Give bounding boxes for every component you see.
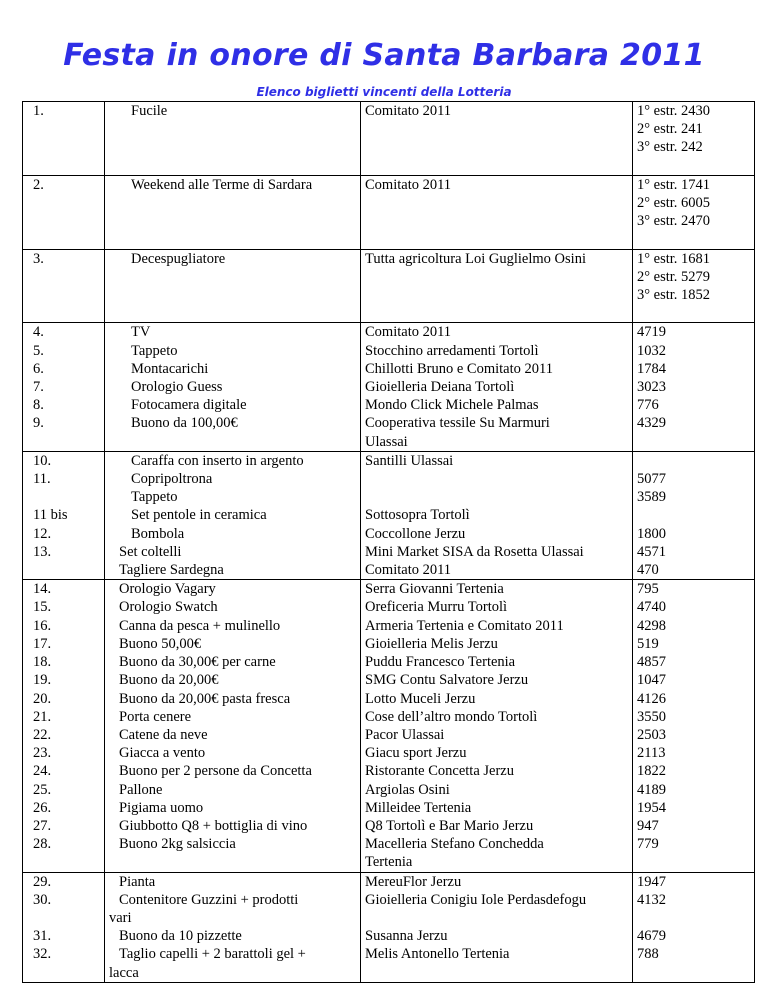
table-cell-col2 xyxy=(105,872,361,982)
table-row xyxy=(23,323,755,451)
table-cell-col1 xyxy=(23,175,105,249)
cell-text: Montacarichi xyxy=(131,360,209,377)
cell-text: Mini Market SISA da Rosetta Ulassai xyxy=(365,543,584,560)
cell-text: Susanna Jerzu xyxy=(365,928,448,945)
cell-text: Melis Antonello Tertenia xyxy=(365,946,510,963)
cell-text: Macelleria Stefano Conchedda xyxy=(365,836,544,853)
cell-text: Orologio Vagary xyxy=(119,581,216,598)
cell-text: 1032 xyxy=(637,342,666,359)
cell-text: Tagliere Sardegna xyxy=(119,562,224,579)
cell-text: Buono da 100,00€ xyxy=(131,415,238,432)
table-cell-col2 xyxy=(105,102,361,176)
cell-text: Serra Giovanni Tertenia xyxy=(365,581,504,598)
table-cell-col2 xyxy=(105,580,361,872)
cell-text: Orologio Swatch xyxy=(119,599,218,616)
cell-text: 5. xyxy=(33,342,44,359)
cell-text: 18. xyxy=(33,654,52,671)
page-subtitle: Elenco biglietti vincenti della Lotteria xyxy=(256,85,512,99)
table-cell-col4 xyxy=(633,872,755,982)
cell-text xyxy=(637,452,750,470)
table-cell-col2 xyxy=(105,451,361,579)
cell-text xyxy=(27,194,100,212)
cell-text: 24. xyxy=(33,763,52,780)
cell-text: Set coltelli xyxy=(119,543,182,560)
table-row xyxy=(23,249,755,323)
cell-text: Comitato 2011 xyxy=(365,562,452,579)
cell-text: 795 xyxy=(637,581,659,598)
table-cell-col1 xyxy=(23,580,105,872)
cell-text: Bombola xyxy=(131,525,185,542)
cell-text: Tappeto xyxy=(131,342,178,359)
cell-text: Fucile xyxy=(131,103,168,119)
table-cell-col4 xyxy=(633,249,755,323)
cell-text xyxy=(365,470,628,488)
prize-table xyxy=(22,101,755,983)
table-cell-col4 xyxy=(633,580,755,872)
page-title: Festa in onore di Santa Barbara 2011 xyxy=(63,38,705,73)
cell-text: 7. xyxy=(33,379,44,396)
cell-text: Lotto Muceli Jerzu xyxy=(365,690,476,707)
cell-text: 4126 xyxy=(637,690,666,707)
cell-text: Set pentole in ceramica xyxy=(131,507,267,524)
cell-text xyxy=(27,212,100,230)
cell-text: Stocchino arredamenti Tortolì xyxy=(365,342,539,359)
cell-text: 15. xyxy=(33,599,52,616)
cell-text: 4679 xyxy=(637,928,666,945)
cell-text: Caraffa con inserto in argento xyxy=(131,452,304,469)
cell-text: 11. xyxy=(33,471,51,488)
cell-text: 27. xyxy=(33,817,52,834)
cell-text: 3550 xyxy=(637,708,666,725)
cell-text: 11 bis xyxy=(33,507,68,524)
table-cell-col4 xyxy=(633,451,755,579)
cell-text: 1047 xyxy=(637,672,666,689)
cell-text: 21. xyxy=(33,708,52,725)
cell-text: Canna da pesca + mulinello xyxy=(119,617,281,634)
cell-text: Tutta agricoltura Loi Guglielmo Osini xyxy=(365,250,586,267)
cell-text: 26. xyxy=(33,799,52,816)
table-cell-col3 xyxy=(361,175,633,249)
table-cell-col1 xyxy=(23,323,105,451)
cell-text xyxy=(27,909,100,927)
cell-text xyxy=(27,157,100,175)
table-cell-col3 xyxy=(361,451,633,579)
cell-text: 1822 xyxy=(637,763,666,780)
cell-text: 2° estr. 241 xyxy=(637,121,703,138)
cell-text: 2. xyxy=(33,176,44,193)
cell-text: Gioielleria Deiana Tortolì xyxy=(365,379,515,396)
cell-text: Fotocamera digitale xyxy=(131,397,247,414)
cell-text: Buono da 20,00€ xyxy=(119,672,219,689)
table-row xyxy=(23,580,755,872)
cell-text: 2° estr. 6005 xyxy=(637,195,711,212)
cell-text: Milleidee Tertenia xyxy=(365,799,472,816)
cell-text: vari xyxy=(109,909,132,926)
cell-text xyxy=(27,433,100,451)
cell-text: Cooperativa tessile Su Marmuri xyxy=(365,415,550,432)
cell-text: TV xyxy=(131,324,151,341)
cell-text: 20. xyxy=(33,690,52,707)
cell-text: 519 xyxy=(637,635,659,652)
cell-text: Weekend alle Terme di Sardara xyxy=(131,176,313,193)
cell-text: 10. xyxy=(33,452,52,469)
cell-text: 776 xyxy=(637,397,659,414)
cell-text: 3° estr. 1852 xyxy=(637,287,711,304)
cell-text: Buono 2kg salsiccia xyxy=(119,836,236,853)
cell-text: 3023 xyxy=(637,379,666,396)
cell-text: Comitato 2011 xyxy=(365,103,452,119)
cell-text: Copripoltrona xyxy=(131,471,213,488)
table-cell-col4 xyxy=(633,323,755,451)
cell-text: 12. xyxy=(33,525,52,542)
cell-text: 32. xyxy=(33,946,52,963)
cell-text: 470 xyxy=(637,562,659,579)
table-cell-col3 xyxy=(361,872,633,982)
cell-text: Argiolas Osini xyxy=(365,781,450,798)
cell-text: 1784 xyxy=(637,360,666,377)
cell-text: 4571 xyxy=(637,543,666,560)
table-cell-col1 xyxy=(23,102,105,176)
cell-text: 22. xyxy=(33,726,52,743)
cell-text: Orologio Guess xyxy=(131,379,223,396)
table-cell-col1 xyxy=(23,451,105,579)
cell-text xyxy=(27,268,100,286)
cell-text: Mondo Click Michele Palmas xyxy=(365,397,539,414)
cell-text: 23. xyxy=(33,745,52,762)
cell-text: 1954 xyxy=(637,799,666,816)
cell-text: Q8 Tortolì e Bar Mario Jerzu xyxy=(365,817,534,834)
cell-text: Taglio capelli + 2 barattoli gel + xyxy=(119,946,306,963)
cell-text: 14. xyxy=(33,581,52,598)
cell-text: 2° estr. 5279 xyxy=(637,268,711,285)
cell-text: 3° estr. 2470 xyxy=(637,213,711,230)
cell-text: 13. xyxy=(33,543,52,560)
table-row xyxy=(23,102,755,176)
table-cell-col2 xyxy=(105,249,361,323)
cell-text: 25. xyxy=(33,781,52,798)
cell-text: Comitato 2011 xyxy=(365,176,452,193)
cell-text: Buono da 10 pizzette xyxy=(119,928,242,945)
cell-text: Buono 50,00€ xyxy=(119,635,202,652)
cell-text: 947 xyxy=(637,817,659,834)
cell-text: Buono per 2 persone da Concetta xyxy=(119,763,312,780)
cell-text: 788 xyxy=(637,946,659,963)
cell-text xyxy=(637,909,750,927)
cell-text: 4857 xyxy=(637,654,666,671)
cell-text: Sottosopra Tortolì xyxy=(365,507,470,524)
cell-text xyxy=(637,506,750,524)
table-cell-col1 xyxy=(23,872,105,982)
cell-text: Armeria Tertenia e Comitato 2011 xyxy=(365,617,564,634)
table-row xyxy=(23,872,755,982)
cell-text: 28. xyxy=(33,836,52,853)
cell-text: Pacor Ulassai xyxy=(365,726,445,743)
cell-text: 30. xyxy=(33,891,52,908)
cell-text: Tertenia xyxy=(365,854,413,871)
cell-text xyxy=(365,488,628,506)
cell-text: Cose dell’altro mondo Tortolì xyxy=(365,708,538,725)
cell-text: MereuFlor Jerzu xyxy=(365,873,462,890)
cell-text: Gioielleria Melis Jerzu xyxy=(365,635,498,652)
cell-text: Tappeto xyxy=(131,489,178,506)
cell-text: Giubbotto Q8 + bottiglia di vino xyxy=(119,817,308,834)
cell-text: Ristorante Concetta Jerzu xyxy=(365,763,514,780)
cell-text: Ulassai xyxy=(365,433,408,450)
cell-text: 6. xyxy=(33,360,44,377)
table-cell-col2 xyxy=(105,175,361,249)
cell-text: Catene da neve xyxy=(119,726,208,743)
cell-text: 1° estr. 2430 xyxy=(637,103,711,119)
cell-text xyxy=(27,964,100,982)
cell-text xyxy=(27,286,100,304)
cell-text: 4132 xyxy=(637,891,666,908)
cell-text: 1° estr. 1741 xyxy=(637,176,711,193)
table-row xyxy=(23,175,755,249)
cell-text: 29. xyxy=(33,873,52,890)
cell-text: Pallone xyxy=(119,781,163,798)
cell-text: 3. xyxy=(33,250,44,267)
cell-text: 8. xyxy=(33,397,44,414)
cell-text: 779 xyxy=(637,836,659,853)
cell-text: Chillotti Bruno e Comitato 2011 xyxy=(365,360,553,377)
cell-text: 4329 xyxy=(637,415,666,432)
cell-text: Decespugliatore xyxy=(131,250,226,267)
cell-text: 1° estr. 1681 xyxy=(637,250,711,267)
cell-text: 16. xyxy=(33,617,52,634)
cell-text: Giacu sport Jerzu xyxy=(365,745,467,762)
cell-text: 31. xyxy=(33,928,52,945)
table-cell-col3 xyxy=(361,323,633,451)
table-cell-col3 xyxy=(361,249,633,323)
cell-text: 4. xyxy=(33,324,44,341)
cell-text xyxy=(27,561,100,579)
table-row xyxy=(23,451,755,579)
cell-text: 19. xyxy=(33,672,52,689)
cell-text: Contenitore Guzzini + prodotti xyxy=(119,891,299,908)
cell-text: Porta cenere xyxy=(119,708,192,725)
cell-text: 1800 xyxy=(637,525,666,542)
cell-text: Buono da 20,00€ pasta fresca xyxy=(119,690,291,707)
cell-text: 3° estr. 242 xyxy=(637,139,703,156)
table-cell-col4 xyxy=(633,102,755,176)
table-cell-col1 xyxy=(23,249,105,323)
cell-text xyxy=(27,853,100,871)
cell-text: 1. xyxy=(33,103,44,119)
cell-text: 4719 xyxy=(637,324,666,341)
table-cell-col3 xyxy=(361,102,633,176)
cell-text: Pianta xyxy=(119,873,156,890)
cell-text: 4298 xyxy=(637,617,666,634)
table-cell-col2 xyxy=(105,323,361,451)
cell-text: 4740 xyxy=(637,599,666,616)
cell-text xyxy=(27,120,100,138)
cell-text xyxy=(27,230,100,248)
cell-text: 1947 xyxy=(637,873,666,890)
cell-text: 4189 xyxy=(637,781,666,798)
cell-text: 2503 xyxy=(637,726,666,743)
cell-text: Coccollone Jerzu xyxy=(365,525,466,542)
cell-text xyxy=(365,909,628,927)
cell-text xyxy=(27,138,100,156)
cell-text: Gioielleria Conigiu Iole Perdasdefogu xyxy=(365,891,587,908)
cell-text xyxy=(27,488,100,506)
cell-text: Buono da 30,00€ per carne xyxy=(119,654,276,671)
cell-text: Comitato 2011 xyxy=(365,324,452,341)
cell-text: 3589 xyxy=(637,489,666,506)
cell-text: 17. xyxy=(33,635,52,652)
cell-text: 2113 xyxy=(637,745,666,762)
cell-text xyxy=(27,304,100,322)
cell-text: lacca xyxy=(109,964,139,981)
table-cell-col3 xyxy=(361,580,633,872)
cell-text: Santilli Ulassai xyxy=(365,452,454,469)
cell-text: 5077 xyxy=(637,471,666,488)
cell-text: Pigiama uomo xyxy=(119,799,204,816)
cell-text: SMG Contu Salvatore Jerzu xyxy=(365,672,529,689)
cell-text: 9. xyxy=(33,415,44,432)
cell-text: Oreficeria Murru Tortolì xyxy=(365,599,508,616)
table-cell-col4 xyxy=(633,175,755,249)
cell-text: Giacca a vento xyxy=(119,745,206,762)
cell-text: Puddu Francesco Tertenia xyxy=(365,654,516,671)
